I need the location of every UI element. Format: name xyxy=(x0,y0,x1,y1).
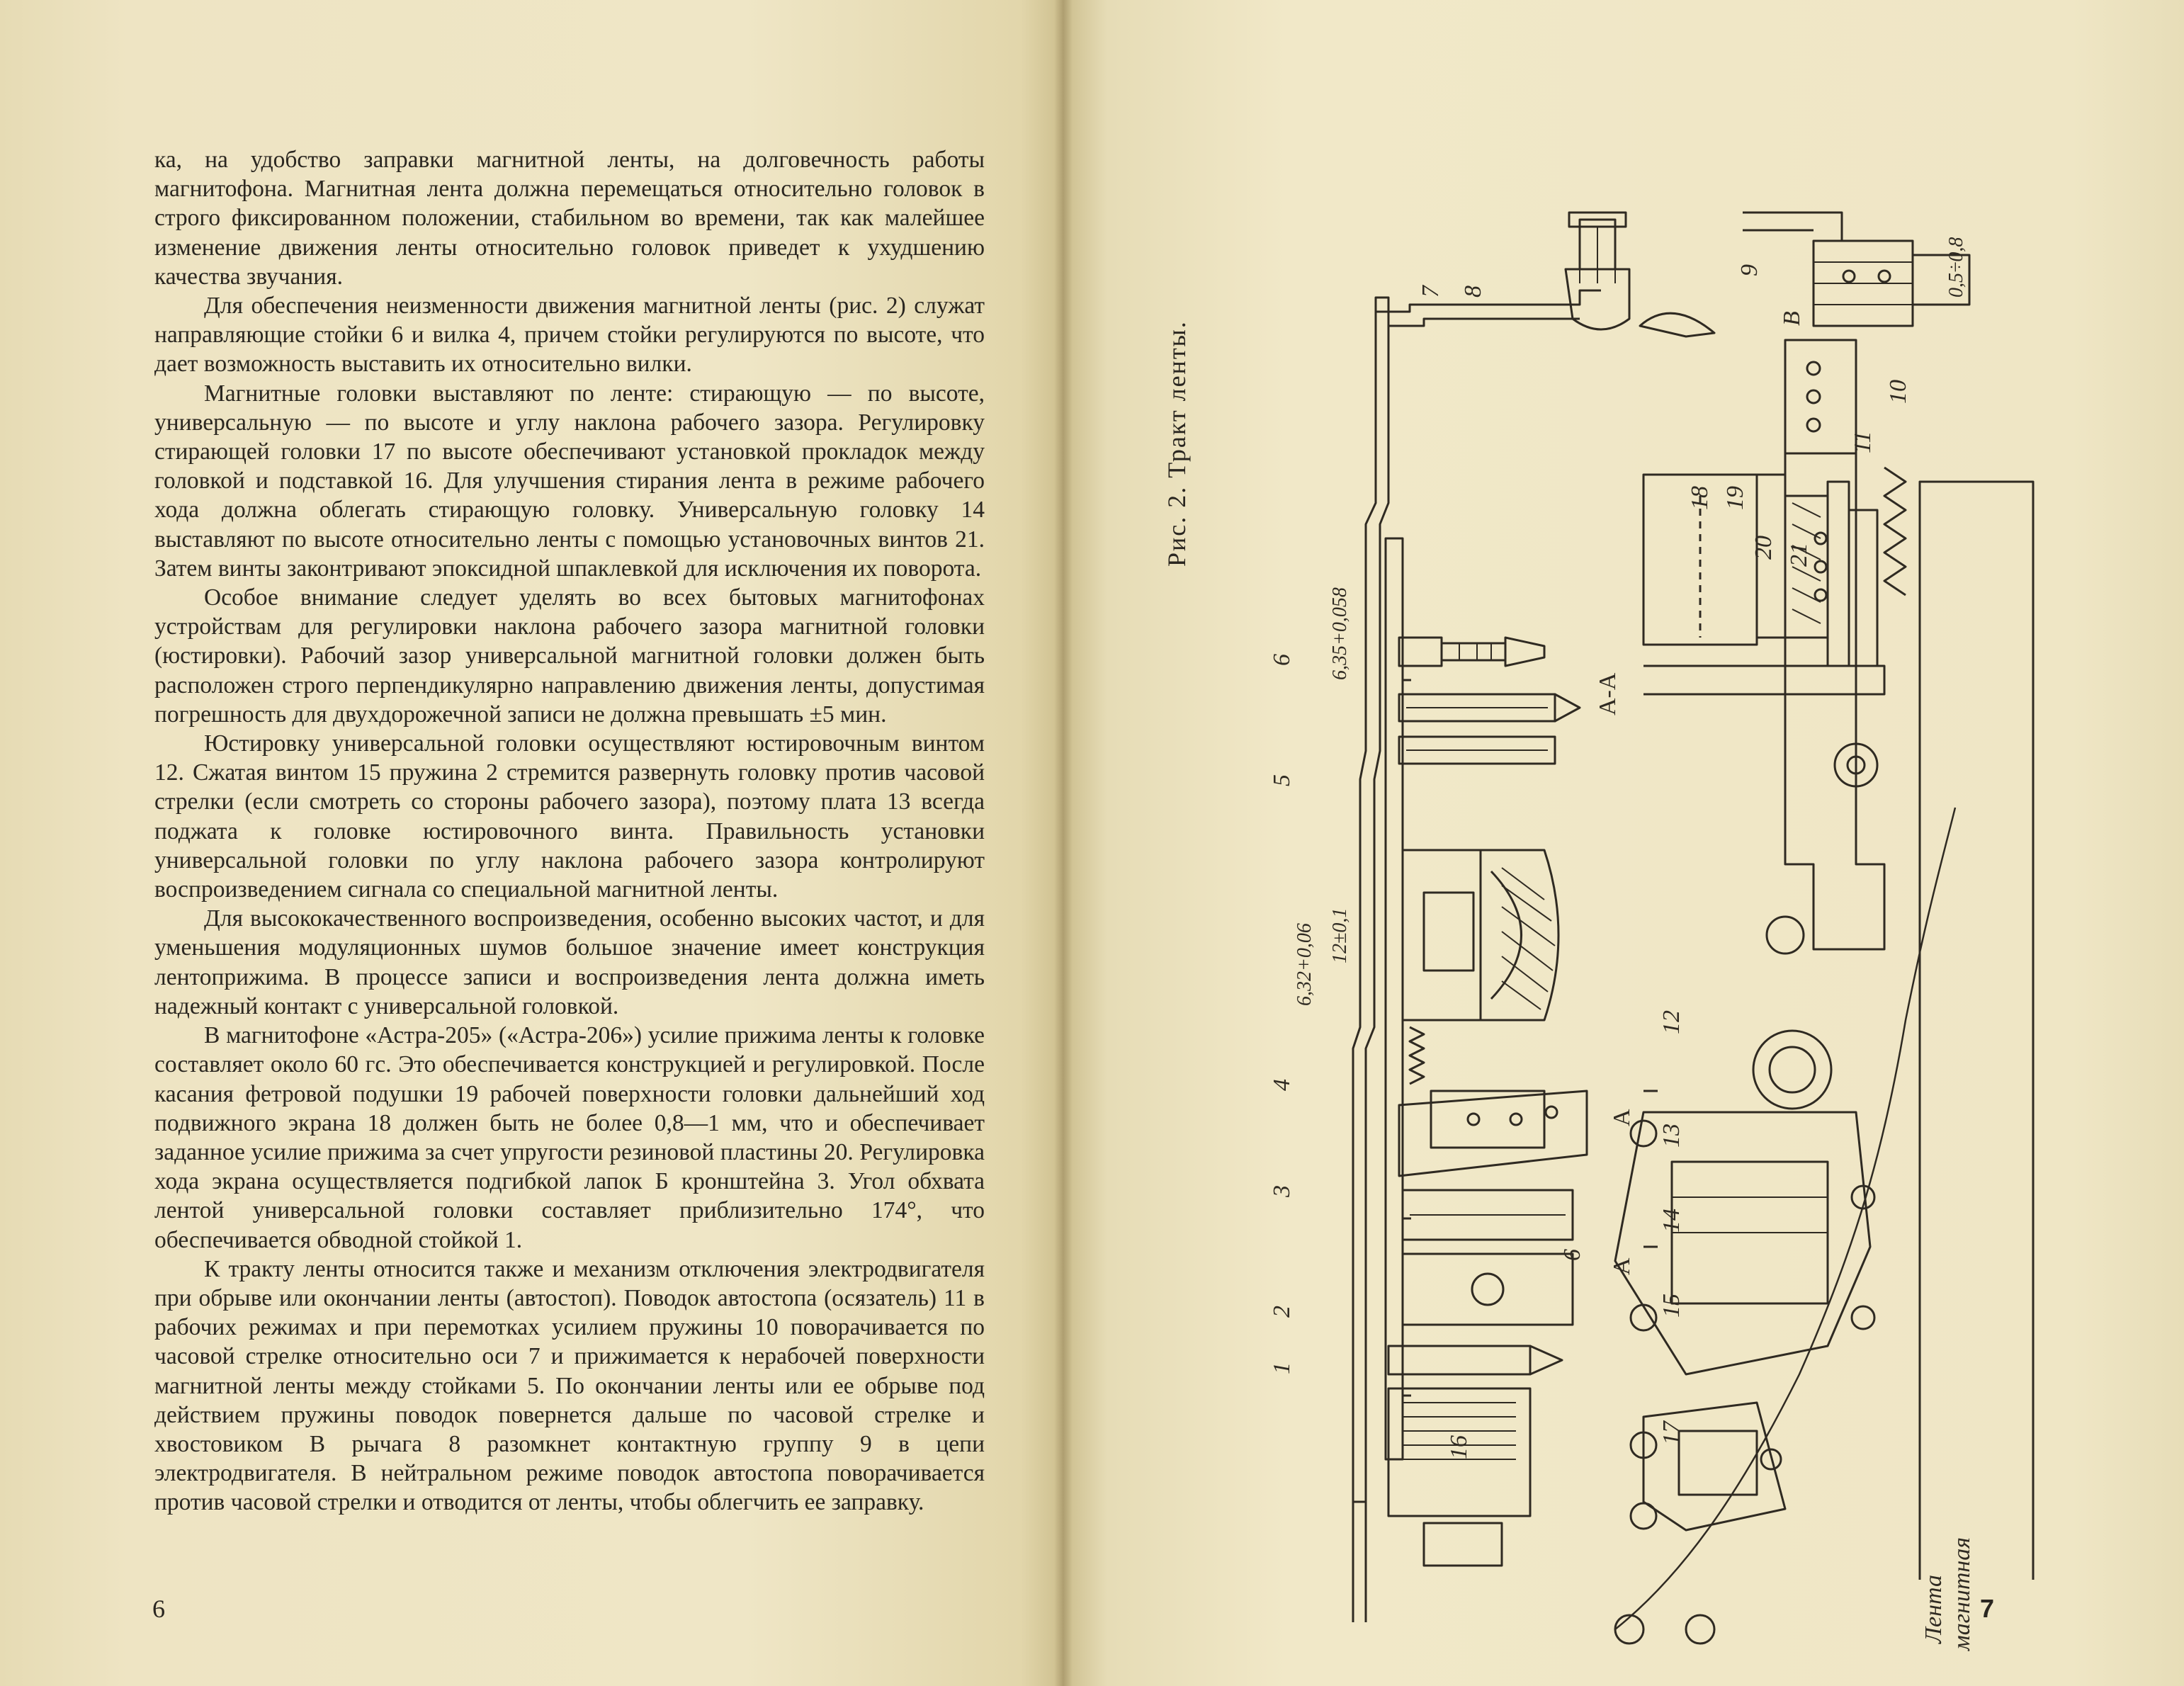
dimension-6-35: 6,35+0,058 xyxy=(1329,587,1351,680)
section-mark-top: А xyxy=(1609,1109,1635,1126)
guide-post-6-top xyxy=(1399,638,1544,666)
label-5: 5 xyxy=(1269,774,1295,786)
universal-head-14 xyxy=(1615,1112,1874,1374)
page-number-left: 6 xyxy=(152,1595,165,1623)
paragraph: В магнитофоне «Астра-205» («Астра-206») усилие прижима ленты к головке составляет около 60 гс. Это обеспечивается конструкцией и регулировкой. После касания фетровой подушки 19 рабочей поверхности головки дальнейший ход подвижного экрана 18 должен быть не более 0,8—1 мм, что и обеспечивает заданное усилие прижима за счет упругости резиновой пластины 20. Регулировка хода экрана осуществляется подгибкой лапок Б кронштейна 3. Угол обхвата лентой универсальной головки составляет приблизительно 174°, что обеспечивается обводной стойкой 1. xyxy=(154,1022,985,1253)
label-v: В xyxy=(1779,311,1805,326)
section-title: А-А xyxy=(1595,672,1621,715)
spring-10 xyxy=(1884,468,1906,595)
label-4: 4 xyxy=(1269,1079,1295,1091)
label-8: 8 xyxy=(1460,285,1486,298)
base-plate xyxy=(1353,298,1388,1622)
label-21: 21 xyxy=(1786,543,1812,567)
label-1: 1 xyxy=(1269,1362,1295,1374)
upper-assembly xyxy=(1353,213,1884,1622)
label-17: 17 xyxy=(1658,1421,1685,1445)
tape-label-1: Лента xyxy=(1920,1575,1947,1643)
paragraph: К тракту ленты относится также и механизм отключения электродвигателя при обрыве или окончании ленты (автостоп). Поводок автостопа (осязатель) 11 в рабочих режимах и при перемотках усилием пружины 10 поворачивается по часовой стрелке относительно оси 7 и прижимается к нерабочей поверхности магнитной ленты между стойками 5. По окончании ленты или ее обрыве под действием пружины поводок повернется дальше по часовой стрелке и хвостовиком В рычага 8 разомкнет контактную группу 9 в цепи электродвигателя. В нейтральном режиме поводок автостопа поворачивается против часовой стрелки и отводится от ленты, чтобы облегчить ее заправку. xyxy=(154,1255,985,1516)
label-10: 10 xyxy=(1885,380,1911,404)
label-9: 9 xyxy=(1736,264,1763,276)
capstan-flywheel xyxy=(1753,1031,1831,1109)
label-7: 7 xyxy=(1418,285,1444,298)
label-3: 3 xyxy=(1269,1185,1295,1197)
guide-post-1 xyxy=(1388,1346,1562,1566)
label-20: 20 xyxy=(1750,536,1777,560)
autostop-lever-7 xyxy=(1376,290,1601,312)
label-15: 15 xyxy=(1658,1294,1685,1318)
label-13: 13 xyxy=(1658,1124,1685,1148)
lever-8 xyxy=(1388,319,1580,326)
deck-strip xyxy=(1386,538,1403,1459)
contact-group-9 xyxy=(1743,213,1969,326)
label-6: 6 xyxy=(1269,654,1295,666)
label-6-lower: 6 xyxy=(1559,1249,1585,1261)
paragraph: Особое внимание следует уделять во всех бытовых магнитофонах устройствам для регулировки наклона рабочего зазора магнитной головки (юстировки). Рабочий зазор универсальной магнитной головки должен быть расположен строго перпендикулярно направлению движения ленты, допустимая погрешность для двухдорожечной записи не должна превышать ±5 мин. xyxy=(154,584,985,728)
label-19: 19 xyxy=(1722,486,1748,510)
paragraph: Юстировку универсальной головки осуществляют юстировочным винтом 12. Сжатая винтом 15 пружина 2 стремится развернуть головку против часовой стрелки (если смотреть со стороны рабочего зазора), поэтому плата 13 всегда поджата к головке юстировочного винта. Правильность установки универсальной головки по углу наклона рабочего зазора контролируют воспроизведением сигнала со специальной магнитной ленты. xyxy=(154,730,985,903)
page-number-right: 7 xyxy=(1980,1594,1995,1623)
label-12: 12 xyxy=(1658,1010,1685,1034)
figure-caption: Рис. 2. Тракт ленты. xyxy=(1162,320,1191,567)
paragraph: ка, на удобство заправки магнитной ленты, на долговечность работы магнитофона. Магнитная лента должна перемещаться относительно головок в строго фиксированном положении, стабильном во времени, так как малейшее изменение движения ленты относительно головок приведет к ухудшению качества звучания. xyxy=(154,147,985,290)
section-mark-bottom: А xyxy=(1609,1257,1635,1275)
book-gutter xyxy=(1054,0,1073,1686)
dimension-12: 12±0,1 xyxy=(1329,907,1351,963)
drawing-svg xyxy=(1247,170,1991,1651)
left-page xyxy=(0,0,1063,1686)
paragraph: Для обеспечения неизменности движения магнитной ленты (рис. 2) служат направляющие стойки 6 и вилка 4, причем стойки регулируются по высоте, что дает возможность выставить их относительно вилки. xyxy=(154,293,985,378)
label-11: 11 xyxy=(1850,431,1876,453)
dimension-0-5: 0,5÷0,8 xyxy=(1945,237,1967,298)
label-14: 14 xyxy=(1658,1209,1685,1233)
label-18: 18 xyxy=(1687,486,1713,510)
tape-label-2: магнитная xyxy=(1949,1537,1975,1651)
text-column xyxy=(154,145,985,1517)
tape-path-drawing xyxy=(1247,170,1991,1651)
spring-2 xyxy=(1410,1027,1424,1084)
dimension-6-32: 6,32+0,06 xyxy=(1294,923,1316,1006)
section-a-a-view xyxy=(1643,475,1884,694)
figure-caption-wrap xyxy=(1162,213,1218,567)
paragraph: Магнитные головки выставляют по ленте: стирающую — по высоте, универсальную — по высоте и углу наклона рабочего зазора. Регулировку стирающей головки 17 по высоте обеспечивают установкой прокладок между головкой и подставкой 16. Для улучшения стирания лента в режиме рабочего хода должна облегать стирающую головку. Универсальную головку 14 выставляют по высоте относительно ленты с помощью установочных винтов 21. Затем винты законтривают эпоксидной шпаклевкой для исключения их поворота. xyxy=(154,380,985,582)
label-16: 16 xyxy=(1446,1435,1472,1459)
bracket-3 xyxy=(1399,1091,1587,1325)
autostop-plate xyxy=(1785,340,1856,453)
head-block-4 xyxy=(1403,850,1558,1020)
knob-hand xyxy=(1640,313,1714,336)
guide-posts-5 xyxy=(1399,694,1580,764)
paragraph: Для высококачественного воспроизведения, особенно высоких частот, и для уменьшения модуляционных шумов большое значение имеет конструкция лентоприжима. В процессе записи и воспроизведения лента должна иметь надежный контакт с универсальной головкой. xyxy=(154,905,985,1019)
label-2: 2 xyxy=(1269,1306,1295,1318)
erase-head-17 xyxy=(1631,1403,1785,1530)
